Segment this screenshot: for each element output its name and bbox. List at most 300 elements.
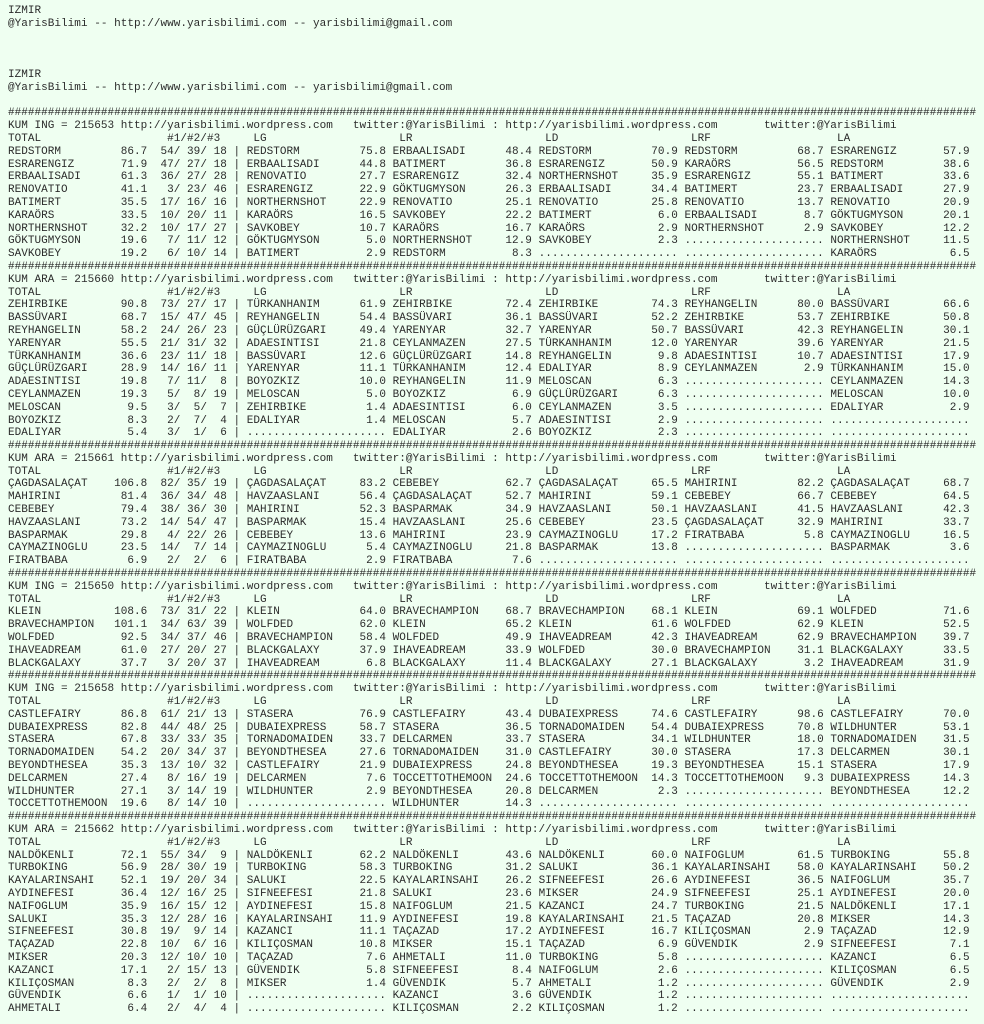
total-score: 5.4 (114, 427, 148, 440)
total-score: 28.9 (114, 363, 148, 376)
blank-line (8, 31, 984, 44)
column-divider: | (226, 363, 247, 376)
total-name: MAHIRINI (8, 491, 115, 504)
lg-name: REYHANGELIN (246, 312, 353, 325)
lr-name: NAIFOGLUM (392, 900, 499, 913)
total-name: SIFNEEFESI (8, 926, 115, 939)
placings: 34/ 37/ 46 (147, 632, 227, 645)
ld-score: 52.2 (644, 312, 685, 325)
la-name: REDSTORM (830, 158, 937, 171)
ld-name: KILIÇOSMAN (538, 1003, 645, 1016)
lg-name: BEYONDTHESEA (246, 747, 353, 760)
table-row (8, 862, 984, 875)
lrf-name: WILDHUNTER (684, 734, 791, 747)
total-name: CEYLANMAZEN (8, 388, 115, 401)
lr-name: MAHIRINI (392, 529, 499, 542)
lr-score: 49.9 (498, 632, 539, 645)
lrf-empty: ..................... (684, 414, 831, 427)
table-row (8, 888, 984, 901)
lrf-score: 5.8 (790, 529, 831, 542)
lrf-score: 3.2 (790, 657, 831, 670)
la-name: YARENYAR (830, 337, 937, 350)
column-divider: | (226, 158, 247, 171)
ld-name: MIKSER (538, 887, 645, 900)
lg-score: 2.9 (352, 555, 393, 568)
lg-score: 6.8 (352, 657, 393, 670)
table-row (8, 658, 984, 671)
lr-score: 26.2 (498, 875, 539, 888)
la-score: 71.6 (936, 606, 970, 619)
lg-score: 7.6 (352, 951, 393, 964)
lrf-empty: ..................... (684, 785, 831, 798)
placings: 12/ 10/ 10 (147, 951, 227, 964)
la-name: RENOVATIO (830, 196, 937, 209)
ld-name: NAIFOGLUM (538, 964, 645, 977)
separator-line (8, 440, 984, 453)
total-score: 101.1 (114, 619, 148, 632)
ld-name: DELCARMEN (538, 785, 645, 798)
table-row (8, 722, 984, 735)
column-header-line (8, 696, 984, 709)
lg-score: 49.4 (352, 324, 393, 337)
total-name: ZEHIRBIKE (8, 299, 115, 312)
la-score: 3.6 (936, 542, 970, 555)
lrf-name: ADAESINTISI (684, 350, 791, 363)
lrf-score: 41.5 (790, 504, 831, 517)
table-row (8, 351, 984, 364)
lg-name: HAVZAASLANI (246, 491, 353, 504)
lrf-score: 2.9 (790, 363, 831, 376)
la-name: HAVZAASLANI (830, 504, 937, 517)
lr-score: 33.7 (498, 734, 539, 747)
total-score: 35.3 (114, 760, 148, 773)
la-score: 31.9 (936, 657, 970, 670)
lrf-empty: ..................... (684, 977, 831, 990)
total-score: 61.3 (114, 171, 148, 184)
blog-link: http://yarisbilimi.wordpress.com (505, 452, 764, 465)
lr-score: 5.7 (498, 414, 539, 427)
column-divider: | (226, 401, 247, 414)
column-header-lg: LG (253, 465, 400, 478)
la-score: 20.9 (936, 196, 970, 209)
ld-name: BOYOZKIZ (538, 427, 645, 440)
lrf-score: 21.5 (790, 900, 831, 913)
blog-link: http://yarisbilimi.wordpress.com (505, 683, 764, 696)
lrf-name: BATIMERT (684, 184, 791, 197)
twitter-handle: twitter:@YarisBilimi (763, 580, 897, 593)
lr-score: 14.3 (498, 798, 539, 811)
lr-score: 25.1 (498, 196, 539, 209)
lrf-name: KARAÖRS (684, 158, 791, 171)
la-name: WILDHUNTER (830, 721, 937, 734)
placings: 55/ 34/ 9 (147, 849, 227, 862)
column-divider: | (226, 798, 247, 811)
column-header-lrf: LRF (691, 696, 837, 709)
twitter-handle: twitter:@YarisBilimi (352, 273, 486, 286)
lg-name: KARAÖRS (246, 209, 353, 222)
ld-score: 50.7 (644, 324, 685, 337)
total-score: 68.7 (114, 312, 148, 325)
table-row (8, 402, 984, 415)
la-score: 6.5 (936, 951, 970, 964)
lr-score: 11.9 (498, 376, 539, 389)
lrf-name: GÜVENDIK (684, 939, 791, 952)
placings: 10/ 20/ 11 (147, 209, 227, 222)
section-title-line (8, 824, 984, 837)
ld-score: 19.3 (644, 760, 685, 773)
ld-name: ESRARENGIZ (538, 158, 645, 171)
placings: 15/ 47/ 45 (147, 312, 227, 325)
ld-score: 34.4 (644, 184, 685, 197)
lr-score: 43.6 (498, 849, 539, 862)
lr-score: 72.4 (498, 299, 539, 312)
la-empty: ..................... (830, 427, 970, 440)
lg-name: REDSTORM (246, 145, 353, 158)
la-score: 50.2 (936, 862, 970, 875)
lr-name: HAVZAASLANI (392, 516, 499, 529)
placings: 73/ 31/ 22 (147, 606, 227, 619)
lg-name: ADAESINTISI (246, 337, 353, 350)
total-name: CEBEBEY (8, 504, 115, 517)
lr-name: SIFNEEFESI (392, 964, 499, 977)
ld-name: TÜRKANHANIM (538, 337, 645, 350)
lr-score: 12.9 (498, 235, 539, 248)
lg-score: 44.8 (352, 158, 393, 171)
ld-score: 2.9 (644, 414, 685, 427)
divider-text: : (485, 273, 506, 286)
lr-name: GÜVENDIK (392, 977, 499, 990)
ld-name: SALUKI (538, 862, 645, 875)
lr-score: 36.5 (498, 721, 539, 734)
lr-name: BASSÜVARI (392, 312, 499, 325)
column-divider: | (226, 862, 247, 875)
ld-name: SAVKOBEY (538, 235, 645, 248)
total-name: KILIÇOSMAN (8, 977, 115, 990)
ld-name: GÜVENDIK (538, 990, 645, 1003)
table-row (8, 875, 984, 888)
lg-name: SALUKI (246, 875, 353, 888)
column-divider: | (226, 350, 247, 363)
lr-name: REDSTORM (392, 248, 499, 261)
table-row (8, 184, 984, 197)
column-divider: | (226, 196, 247, 209)
ld-score: 34.1 (644, 734, 685, 747)
total-name: GÜVENDIK (8, 990, 115, 1003)
lrf-empty: ..................... (684, 235, 831, 248)
lrf-score: 2.9 (790, 926, 831, 939)
column-divider: | (226, 145, 247, 158)
lrf-empty: ..................... (684, 1003, 831, 1016)
lg-score: 62.0 (352, 619, 393, 632)
total-name: MIKSER (8, 951, 115, 964)
twitter-handle: twitter:@YarisBilimi (763, 120, 897, 133)
twitter-handle: twitter:@YarisBilimi (763, 273, 897, 286)
lg-name: AYDINEFESI (246, 900, 353, 913)
blog-link: http://yarisbilimi.wordpress.com (120, 452, 353, 465)
ld-score: 1.2 (644, 977, 685, 990)
lrf-name: WOLFDED (684, 619, 791, 632)
lr-name: CEBEBEY (392, 478, 499, 491)
ld-name: TOCCETTOTHEMOON (538, 772, 645, 785)
total-score: 35.5 (114, 196, 148, 209)
table-row (8, 363, 984, 376)
column-divider: | (226, 734, 247, 747)
total-name: GÜÇLÜRÜZGARI (8, 363, 115, 376)
placings: 8/ 14/ 10 (147, 798, 227, 811)
table-row (8, 542, 984, 555)
lrf-name: BLACKGALAXY (684, 657, 791, 670)
total-score: 23.5 (114, 542, 148, 555)
la-score: 2.9 (936, 977, 970, 990)
lg-name: KILIÇOSMAN (246, 939, 353, 952)
twitter-handle: twitter:@YarisBilimi (763, 452, 897, 465)
ld-name: TAÇAZAD (538, 939, 645, 952)
section-title-line (8, 274, 984, 287)
lr-score: 16.7 (498, 222, 539, 235)
placings: 12/ 28/ 16 (147, 913, 227, 926)
lr-score: 11.0 (498, 951, 539, 964)
lg-score: 58.7 (352, 721, 393, 734)
total-name: BEYONDTHESEA (8, 760, 115, 773)
lr-score: 31.0 (498, 747, 539, 760)
ld-score: 2.3 (644, 427, 685, 440)
lg-score: 21.8 (352, 887, 393, 900)
lrf-empty: ..................... (684, 388, 831, 401)
placings: 14/ 7/ 14 (147, 542, 227, 555)
la-score: 33.5 (936, 644, 970, 657)
divider-text: : (485, 824, 506, 836)
total-score: 56.9 (114, 862, 148, 875)
ld-name: TORNADOMAIDEN (538, 721, 645, 734)
lg-score: 21.8 (352, 337, 393, 350)
section-title-line (8, 683, 984, 696)
lr-name: ERBAALISADI (392, 145, 499, 158)
table-row (8, 478, 984, 491)
divider-text: : (485, 683, 506, 696)
lr-name: IHAVEADREAM (392, 644, 499, 657)
lr-score: 7.6 (498, 555, 539, 568)
la-name: ERBAALISADI (830, 184, 937, 197)
lr-score: 19.8 (498, 913, 539, 926)
lr-name: GÖKTUGMYSON (392, 184, 499, 197)
lr-score: 26.3 (498, 184, 539, 197)
lrf-name: KAYALARINSAHI (684, 862, 791, 875)
lrf-empty: ..................... (684, 951, 831, 964)
total-name: SAVKOBEY (8, 248, 115, 261)
lg-name: BLACKGALAXY (246, 644, 353, 657)
lg-name: TÜRKANHANIM (246, 299, 353, 312)
table-row (8, 530, 984, 543)
total-score: 27.4 (114, 772, 148, 785)
column-divider: | (226, 248, 247, 261)
ld-score: 74.3 (644, 299, 685, 312)
lg-name: KAZANCI (246, 926, 353, 939)
lr-name: CAYMAZINOGLU (392, 542, 499, 555)
lg-score: 21.9 (352, 760, 393, 773)
lg-score: 15.4 (352, 516, 393, 529)
lg-name: BRAVECHAMPION (246, 632, 353, 645)
column-header-total: TOTAL (8, 696, 168, 709)
total-score: 33.5 (114, 209, 148, 222)
ld-name: REYHANGELIN (538, 350, 645, 363)
table-row (8, 338, 984, 351)
lr-score: 14.8 (498, 350, 539, 363)
lr-name: MELOSCAN (392, 414, 499, 427)
lrf-score: 9.3 (790, 772, 831, 785)
placings: 2/ 2/ 8 (147, 977, 227, 990)
total-score: 19.6 (114, 235, 148, 248)
lrf-score: 15.1 (790, 760, 831, 773)
total-name: BOYOZKIZ (8, 414, 115, 427)
column-divider: | (226, 312, 247, 325)
ld-name: BRAVECHAMPION (538, 606, 645, 619)
twitter-handle: twitter:@YarisBilimi (352, 824, 486, 836)
column-divider: | (226, 708, 247, 721)
ld-name: WOLFDED (538, 644, 645, 657)
lrf-name: AYDINEFESI (684, 875, 791, 888)
table-row (8, 325, 984, 338)
total-name: CASTLEFAIRY (8, 708, 115, 721)
total-score: 36.6 (114, 350, 148, 363)
la-name: STASERA (830, 760, 937, 773)
placings: 10/ 17/ 27 (147, 222, 227, 235)
lg-name: MELOSCAN (246, 388, 353, 401)
column-header-lr: LR (399, 286, 546, 299)
lr-name: ESRARENGIZ (392, 171, 499, 184)
section-title: KUM ARA = 215661 (8, 452, 121, 465)
lrf-name: FIRATBABA (684, 529, 791, 542)
ld-name: REDSTORM (538, 145, 645, 158)
lg-name: KLEIN (246, 606, 353, 619)
table-row (8, 197, 984, 210)
separator-line (8, 811, 984, 824)
table-row (8, 734, 984, 747)
column-divider: | (226, 926, 247, 939)
placings: 73/ 27/ 17 (147, 299, 227, 312)
lr-score: 8.3 (498, 248, 539, 261)
ld-empty: ..................... (538, 248, 685, 261)
la-score: 50.8 (936, 312, 970, 325)
lrf-score: 62.9 (790, 619, 831, 632)
column-divider: | (226, 1003, 247, 1016)
section-title: KUM ING = 215658 (8, 683, 121, 696)
lr-score: 48.4 (498, 145, 539, 158)
ld-name: KLEIN (538, 619, 645, 632)
column-divider: | (226, 875, 247, 888)
placings: 28/ 30/ 19 (147, 862, 227, 875)
la-score: 12.2 (936, 222, 970, 235)
separator: ################################################################################################################################################## (8, 568, 977, 581)
lg-score: 11.9 (352, 913, 393, 926)
lr-name: FIRATBABA (392, 555, 499, 568)
ld-score: 27.1 (644, 657, 685, 670)
ld-score: 12.0 (644, 337, 685, 350)
la-name: ÇAGDASALAÇAT (830, 478, 937, 491)
lrf-score: 13.7 (790, 196, 831, 209)
lr-score: 11.4 (498, 657, 539, 670)
la-name: BLACKGALAXY (830, 644, 937, 657)
ld-score: 30.0 (644, 644, 685, 657)
ld-name: BASPARMAK (538, 542, 645, 555)
lr-score: 22.2 (498, 209, 539, 222)
lrf-name: RENOVATIO (684, 196, 791, 209)
la-name: EDALIYAR (830, 401, 937, 414)
ld-score: 14.3 (644, 772, 685, 785)
column-divider: | (226, 760, 247, 773)
la-name: AYDINEFESI (830, 887, 937, 900)
ld-name: MELOSCAN (538, 376, 645, 389)
lrf-score: 62.9 (790, 632, 831, 645)
lg-score: 76.9 (352, 708, 393, 721)
lg-name: MIKSER (246, 977, 353, 990)
ld-score: 59.1 (644, 491, 685, 504)
lrf-empty: ..................... (684, 964, 831, 977)
placings: 3/ 20/ 37 (147, 657, 227, 670)
placings: 3/ 23/ 46 (147, 184, 227, 197)
lg-empty: ..................... (246, 990, 393, 1003)
placings: 7/ 11/ 12 (147, 235, 227, 248)
la-name: CEYLANMAZEN (830, 376, 937, 389)
total-name: TAÇAZAD (8, 939, 115, 952)
total-score: 17.1 (114, 964, 148, 977)
placings: 19/ 20/ 34 (147, 875, 227, 888)
lg-name: RENOVATIO (246, 171, 353, 184)
lg-score: 54.4 (352, 312, 393, 325)
table-row (8, 914, 984, 927)
column-header-lrf: LRF (691, 836, 837, 849)
lrf-score: 98.6 (790, 708, 831, 721)
la-name: BASPARMAK (830, 542, 937, 555)
table-row (8, 248, 984, 261)
lr-name: ÇAGDASALAÇAT (392, 491, 499, 504)
ld-name: YARENYAR (538, 324, 645, 337)
ld-name: CASTLEFAIRY (538, 747, 645, 760)
ld-score: 13.8 (644, 542, 685, 555)
lr-score: 36.8 (498, 158, 539, 171)
column-header-la: LA (836, 836, 851, 849)
lrf-empty: ..................... (684, 798, 831, 811)
placings: 2/ 2/ 6 (147, 555, 227, 568)
lrf-empty: ..................... (684, 401, 831, 414)
ld-name: ÇAGDASALAÇAT (538, 478, 645, 491)
total-name: CAYMAZINOGLU (8, 542, 115, 555)
lg-name: GÜVENDIK (246, 964, 353, 977)
la-name: BEYONDTHESEA (830, 785, 937, 798)
total-name: WILDHUNTER (8, 785, 115, 798)
column-divider: | (226, 516, 247, 529)
lg-score: 10.7 (352, 222, 393, 235)
divider-text: : (485, 580, 506, 593)
lrf-score: 56.5 (790, 158, 831, 171)
la-score: 70.0 (936, 708, 970, 721)
placings: 5/ 8/ 19 (147, 388, 227, 401)
la-score: 14.3 (936, 913, 970, 926)
lg-score: 27.6 (352, 747, 393, 760)
column-divider: | (226, 951, 247, 964)
ld-score: 25.8 (644, 196, 685, 209)
table-row (8, 747, 984, 760)
placings: 1/ 1/ 10 (147, 990, 227, 1003)
table-row (8, 965, 984, 978)
la-score: 53.1 (936, 721, 970, 734)
placings: 24/ 26/ 23 (147, 324, 227, 337)
lrf-name: BRAVECHAMPION (684, 644, 791, 657)
total-score: 106.8 (114, 478, 148, 491)
total-name: IHAVEADREAM (8, 644, 115, 657)
placings: 12/ 16/ 25 (147, 887, 227, 900)
la-name: DELCARMEN (830, 747, 937, 760)
la-name: CEBEBEY (830, 491, 937, 504)
